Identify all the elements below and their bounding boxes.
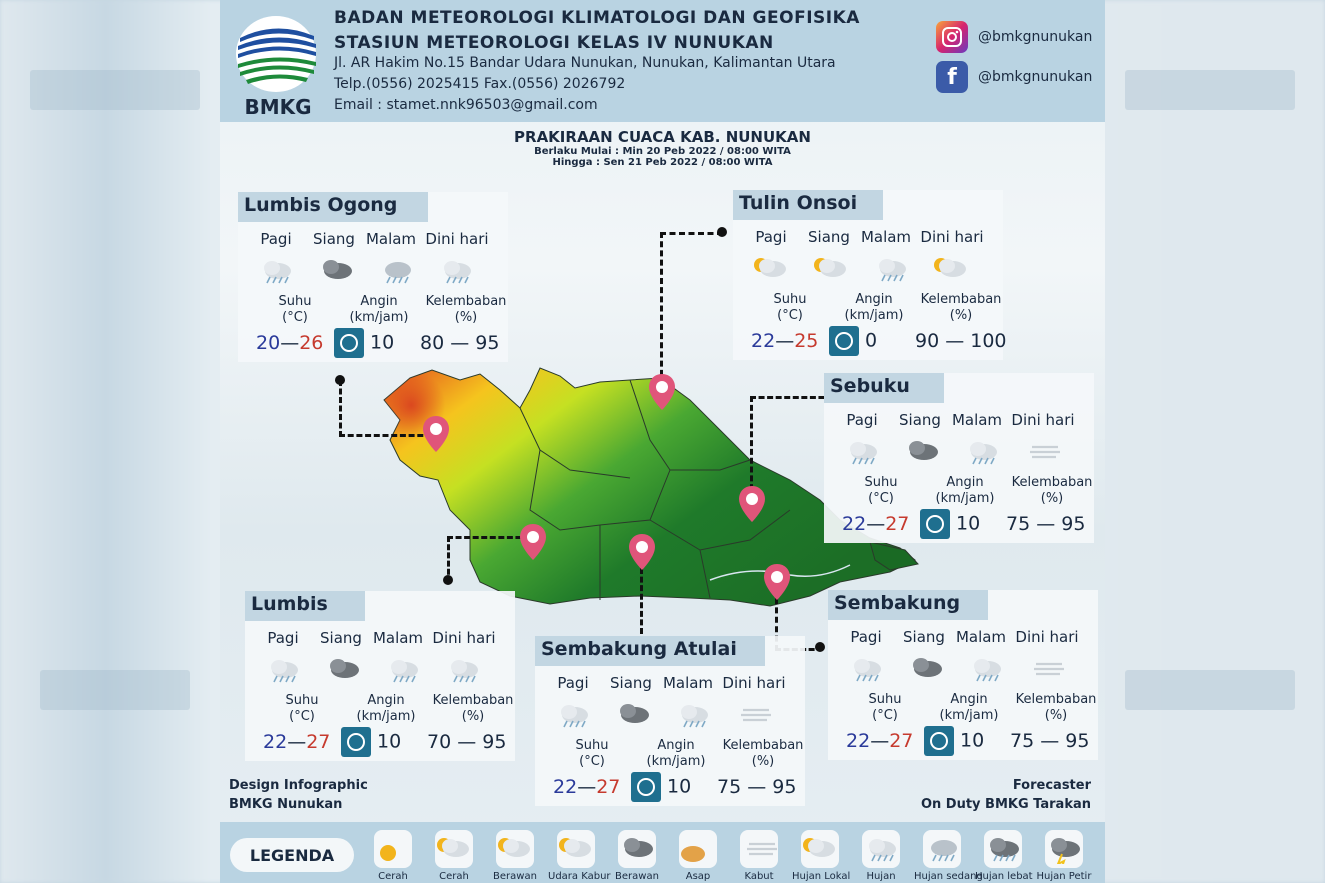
period-pagi: Pagi xyxy=(846,411,878,429)
period-siang: Siang xyxy=(320,629,362,647)
wind-value xyxy=(920,509,980,539)
legend-item xyxy=(975,830,1031,882)
suhu-label: Suhu (°C) xyxy=(575,738,609,769)
hujan-ringan-icon xyxy=(838,437,898,463)
period-dini-hari: Dini hari xyxy=(1011,411,1075,429)
temperature-range xyxy=(263,731,330,753)
temp-max: 27 xyxy=(885,513,910,535)
wind-speed: 10 xyxy=(377,730,402,753)
legend-title: LEGENDA xyxy=(230,838,354,872)
legend-label: Hujan Petir xyxy=(1036,871,1092,882)
kabut-icon xyxy=(729,700,799,726)
period-siang: Siang xyxy=(903,628,945,646)
legend-item xyxy=(365,830,421,882)
period-header xyxy=(836,628,1084,646)
temp-dash: — xyxy=(775,330,795,352)
temp-dash: — xyxy=(866,513,886,535)
hujan-sedang-icon xyxy=(923,830,961,868)
temperature-range xyxy=(256,332,323,354)
bmkg-logo xyxy=(234,8,322,118)
connector-dot xyxy=(717,227,727,237)
facebook-handle: @bmkgnunukan xyxy=(978,69,1093,85)
berawan-tebal-icon xyxy=(902,654,962,680)
kelembaban-label: Kelembaban (%) xyxy=(425,294,507,325)
design-credit xyxy=(229,776,368,814)
cerah-berawan-icon xyxy=(435,830,473,868)
suhu-label: Suhu (°C) xyxy=(278,294,312,325)
legend-label: Berawan xyxy=(615,871,659,882)
legend-label: Udara Kabur xyxy=(548,871,611,882)
temp-min: 22 xyxy=(846,730,871,752)
org-name-line2: STASIUN METEOROLOGI KELAS IV NUNUKAN xyxy=(334,33,774,53)
kelembaban-label: Kelembaban (%) xyxy=(722,738,804,769)
temp-min: 22 xyxy=(842,513,867,535)
infographic-card xyxy=(220,0,1105,883)
period-header xyxy=(741,228,989,246)
hujan-ringan-icon xyxy=(549,700,609,726)
connector-dot xyxy=(335,375,345,385)
period-dini-hari: Dini hari xyxy=(425,230,489,248)
humidity-range: 70 — 95 xyxy=(427,731,507,753)
hujan-ringan-icon xyxy=(252,256,312,282)
temperature-range xyxy=(751,330,818,352)
wind-speed: 10 xyxy=(960,729,985,752)
period-malam: Malam xyxy=(860,228,912,246)
temperature-range xyxy=(553,776,620,798)
period-header xyxy=(543,674,791,692)
suhu-label: Suhu (°C) xyxy=(285,693,319,724)
hujan-sedang-icon xyxy=(372,256,432,282)
legend-label: Cerah xyxy=(439,871,469,882)
hujan-ringan-icon xyxy=(669,700,729,726)
temp-min: 22 xyxy=(263,731,288,753)
compass-icon xyxy=(341,727,371,757)
cerah-berawan-icon xyxy=(927,254,997,280)
background-blur-right xyxy=(1125,70,1295,110)
legend-label: Hujan Lokal xyxy=(792,871,851,882)
temp-max: 27 xyxy=(306,731,331,753)
hujan-ringan-icon xyxy=(432,256,502,282)
connector-dot xyxy=(443,575,453,585)
legend-item xyxy=(487,830,543,882)
wind-value xyxy=(631,772,691,802)
weather-icon-row xyxy=(838,437,1088,463)
location-pin-lumbis-ogong[interactable] xyxy=(421,414,451,454)
temp-max: 26 xyxy=(299,332,324,354)
temp-min: 22 xyxy=(751,330,776,352)
compass-icon xyxy=(920,509,950,539)
region-name: Sembakung Atulai xyxy=(535,636,765,666)
period-siang: Siang xyxy=(610,674,652,692)
kabut-icon xyxy=(1018,437,1088,463)
angin-label: Angin (km/jam) xyxy=(935,475,995,506)
hujan-ringan-icon xyxy=(439,655,509,681)
period-malam: Malam xyxy=(955,628,1007,646)
background-blur-right xyxy=(1125,670,1295,710)
wind-speed: 10 xyxy=(667,775,692,798)
compass-icon xyxy=(334,328,364,358)
cerah-berawan-icon xyxy=(747,254,807,280)
humidity-range: 90 — 100 xyxy=(915,330,1007,352)
legend-item xyxy=(914,830,983,882)
legend-label: Berawan xyxy=(493,871,537,882)
period-pagi: Pagi xyxy=(260,230,292,248)
background-blur-left xyxy=(30,70,200,110)
temp-dash: — xyxy=(280,332,300,354)
petir-icon xyxy=(1045,830,1083,868)
berawan-tebal-icon xyxy=(618,830,656,868)
forecaster-line1: Forecaster xyxy=(1012,778,1091,793)
period-siang: Siang xyxy=(313,230,355,248)
humidity-range: 75 — 95 xyxy=(717,776,797,798)
region-name: Lumbis xyxy=(245,591,365,621)
facebook-link[interactable] xyxy=(936,58,1105,96)
wind-value xyxy=(341,727,401,757)
legend-item xyxy=(548,830,611,882)
location-pin-sembakung[interactable] xyxy=(762,562,792,602)
legend-bar xyxy=(220,822,1105,883)
logo-text: BMKG xyxy=(244,95,312,118)
period-header xyxy=(246,230,494,248)
phone-text: Telp.(0556) 2025415 Fax.(0556) 2026792 xyxy=(334,76,626,92)
wind-speed: 10 xyxy=(370,331,395,354)
region-box-sembakung xyxy=(828,590,1098,760)
hujan-lebat-icon xyxy=(984,830,1022,868)
legend-label: Hujan xyxy=(866,871,896,882)
weather-icon-row xyxy=(842,654,1092,680)
weather-icon-row xyxy=(252,256,502,282)
temp-dash: — xyxy=(870,730,890,752)
valid-to: Hingga : Sen 21 Peb 2022 / 08:00 WITA xyxy=(552,157,773,168)
wind-speed: 10 xyxy=(956,512,981,535)
forecast-title-block xyxy=(220,128,1105,168)
period-malam: Malam xyxy=(662,674,714,692)
region-box-tulin-onsoi xyxy=(733,190,1007,360)
connector-tulin-onsoi xyxy=(660,232,723,385)
legend-label: Asap xyxy=(685,871,711,882)
wind-speed: 0 xyxy=(865,329,878,352)
period-header xyxy=(253,629,501,647)
hujan-ringan-icon xyxy=(862,830,900,868)
period-header xyxy=(832,411,1080,429)
kelembaban-label: Kelembaban (%) xyxy=(432,693,514,724)
forecaster-credit xyxy=(921,776,1091,814)
region-box-sebuku xyxy=(824,373,1094,543)
wind-value xyxy=(334,328,394,358)
temp-max: 27 xyxy=(596,776,621,798)
hujan-ringan-icon xyxy=(958,437,1018,463)
hujan-ringan-icon xyxy=(962,654,1022,680)
period-dini-hari: Dini hari xyxy=(722,674,786,692)
humidity-range: 75 — 95 xyxy=(1010,730,1090,752)
location-pin-sembakung-atulai[interactable] xyxy=(627,532,657,572)
wind-value xyxy=(829,326,877,356)
org-name-line1: BADAN METEOROLOGI KLIMATOLOGI DAN GEOFISIKA xyxy=(334,8,860,28)
design-credit-line2: BMKG Nunukan xyxy=(229,797,343,812)
forecast-title: PRAKIRAAN CUACA KAB. NUNUKAN xyxy=(514,128,811,146)
cerah-berawan-icon xyxy=(807,254,867,280)
berawan-tebal-icon xyxy=(312,256,372,282)
background-blur-left xyxy=(40,670,190,710)
location-pin-sebuku[interactable] xyxy=(737,484,767,524)
header xyxy=(220,0,1105,122)
temperature-range xyxy=(846,730,913,752)
valid-from: Berlaku Mulai : Min 20 Peb 2022 / 08:00 WITA xyxy=(534,146,791,157)
period-siang: Siang xyxy=(808,228,850,246)
suhu-label: Suhu (°C) xyxy=(868,692,902,723)
legend-item xyxy=(609,830,665,882)
legend-label: Cerah xyxy=(378,871,408,882)
wind-value xyxy=(924,726,984,756)
legend-item xyxy=(426,830,482,882)
humidity-range: 80 — 95 xyxy=(420,332,500,354)
instagram-handle: @bmkgnunukan xyxy=(978,29,1093,45)
period-pagi: Pagi xyxy=(557,674,589,692)
instagram-link[interactable] xyxy=(936,18,1105,56)
compass-icon xyxy=(829,326,859,356)
kelembaban-label: Kelembaban (%) xyxy=(920,292,1002,323)
period-siang: Siang xyxy=(899,411,941,429)
region-name: Lumbis Ogong xyxy=(238,192,428,222)
period-malam: Malam xyxy=(365,230,417,248)
legend-label: Hujan sedang xyxy=(914,871,983,882)
temperature-range xyxy=(842,513,909,535)
legend-item xyxy=(731,830,787,882)
legend-label: Kabut xyxy=(744,871,774,882)
period-dini-hari: Dini hari xyxy=(920,228,984,246)
kelembaban-label: Kelembaban (%) xyxy=(1015,692,1097,723)
facebook-icon: f xyxy=(936,61,968,93)
region-name: Sebuku xyxy=(824,373,944,403)
kabut-icon xyxy=(740,830,778,868)
location-pin-tulin-onsoi[interactable] xyxy=(647,372,677,412)
angin-label: Angin (km/jam) xyxy=(844,292,904,323)
connector-dot xyxy=(815,642,825,652)
berawan-tebal-icon xyxy=(609,700,669,726)
temp-max: 27 xyxy=(889,730,914,752)
legend-label: Hujan lebat xyxy=(975,871,1033,882)
kelembaban-label: Kelembaban (%) xyxy=(1011,475,1093,506)
angin-label: Angin (km/jam) xyxy=(356,693,416,724)
suhu-label: Suhu (°C) xyxy=(773,292,807,323)
temp-dash: — xyxy=(577,776,597,798)
legend-item xyxy=(792,830,851,882)
forecaster-line2: On Duty BMKG Tarakan xyxy=(920,797,1091,812)
cerah-berawan-icon xyxy=(557,830,595,868)
instagram-icon xyxy=(936,21,968,53)
weather-icon-row xyxy=(549,700,799,726)
email-text: Email : stamet.nnk96503@gmail.com xyxy=(334,97,598,113)
period-malam: Malam xyxy=(951,411,1003,429)
weather-icon-row xyxy=(747,254,997,280)
location-pin-lumbis[interactable] xyxy=(518,522,548,562)
hujan-ringan-icon xyxy=(867,254,927,280)
hujan-ringan-icon xyxy=(379,655,439,681)
period-pagi: Pagi xyxy=(267,629,299,647)
period-malam: Malam xyxy=(372,629,424,647)
hujan-ringan-icon xyxy=(259,655,319,681)
weather-icon-row xyxy=(259,655,509,681)
design-credit-line1: Design Infographic xyxy=(229,778,368,793)
legend-item xyxy=(853,830,909,882)
compass-icon xyxy=(631,772,661,802)
cerah-berawan-icon xyxy=(496,830,534,868)
region-box-lumbis xyxy=(245,591,515,761)
address-text: Jl. AR Hakim No.15 Bandar Udara Nunukan, Nunukan, Kalimantan Utara xyxy=(334,55,836,71)
period-dini-hari: Dini hari xyxy=(432,629,496,647)
connector-lumbis-ogong xyxy=(339,380,432,437)
angin-label: Angin (km/jam) xyxy=(646,738,706,769)
connector-sembakung-atulai xyxy=(640,568,643,634)
angin-label: Angin (km/jam) xyxy=(939,692,999,723)
period-pagi: Pagi xyxy=(850,628,882,646)
berawan-tebal-icon xyxy=(319,655,379,681)
temp-max: 25 xyxy=(794,330,819,352)
legend-item xyxy=(670,830,726,882)
asap-icon xyxy=(679,830,717,868)
period-dini-hari: Dini hari xyxy=(1015,628,1079,646)
legend-item xyxy=(1036,830,1092,882)
temp-dash: — xyxy=(287,731,307,753)
region-box-lumbis-ogong xyxy=(238,192,508,362)
angin-label: Angin (km/jam) xyxy=(349,294,409,325)
suhu-label: Suhu (°C) xyxy=(864,475,898,506)
period-pagi: Pagi xyxy=(755,228,787,246)
temp-min: 22 xyxy=(553,776,578,798)
hujan-ringan-icon xyxy=(842,654,902,680)
cerah-berawan-icon xyxy=(801,830,839,868)
kabut-icon xyxy=(1022,654,1092,680)
region-name: Tulin Onsoi xyxy=(733,190,883,220)
humidity-range: 75 — 95 xyxy=(1006,513,1086,535)
region-name: Sembakung xyxy=(828,590,988,620)
cerah-icon xyxy=(374,830,412,868)
compass-icon xyxy=(924,726,954,756)
temp-min: 20 xyxy=(256,332,281,354)
region-box-sembakung-atulai xyxy=(535,636,805,806)
berawan-tebal-icon xyxy=(898,437,958,463)
